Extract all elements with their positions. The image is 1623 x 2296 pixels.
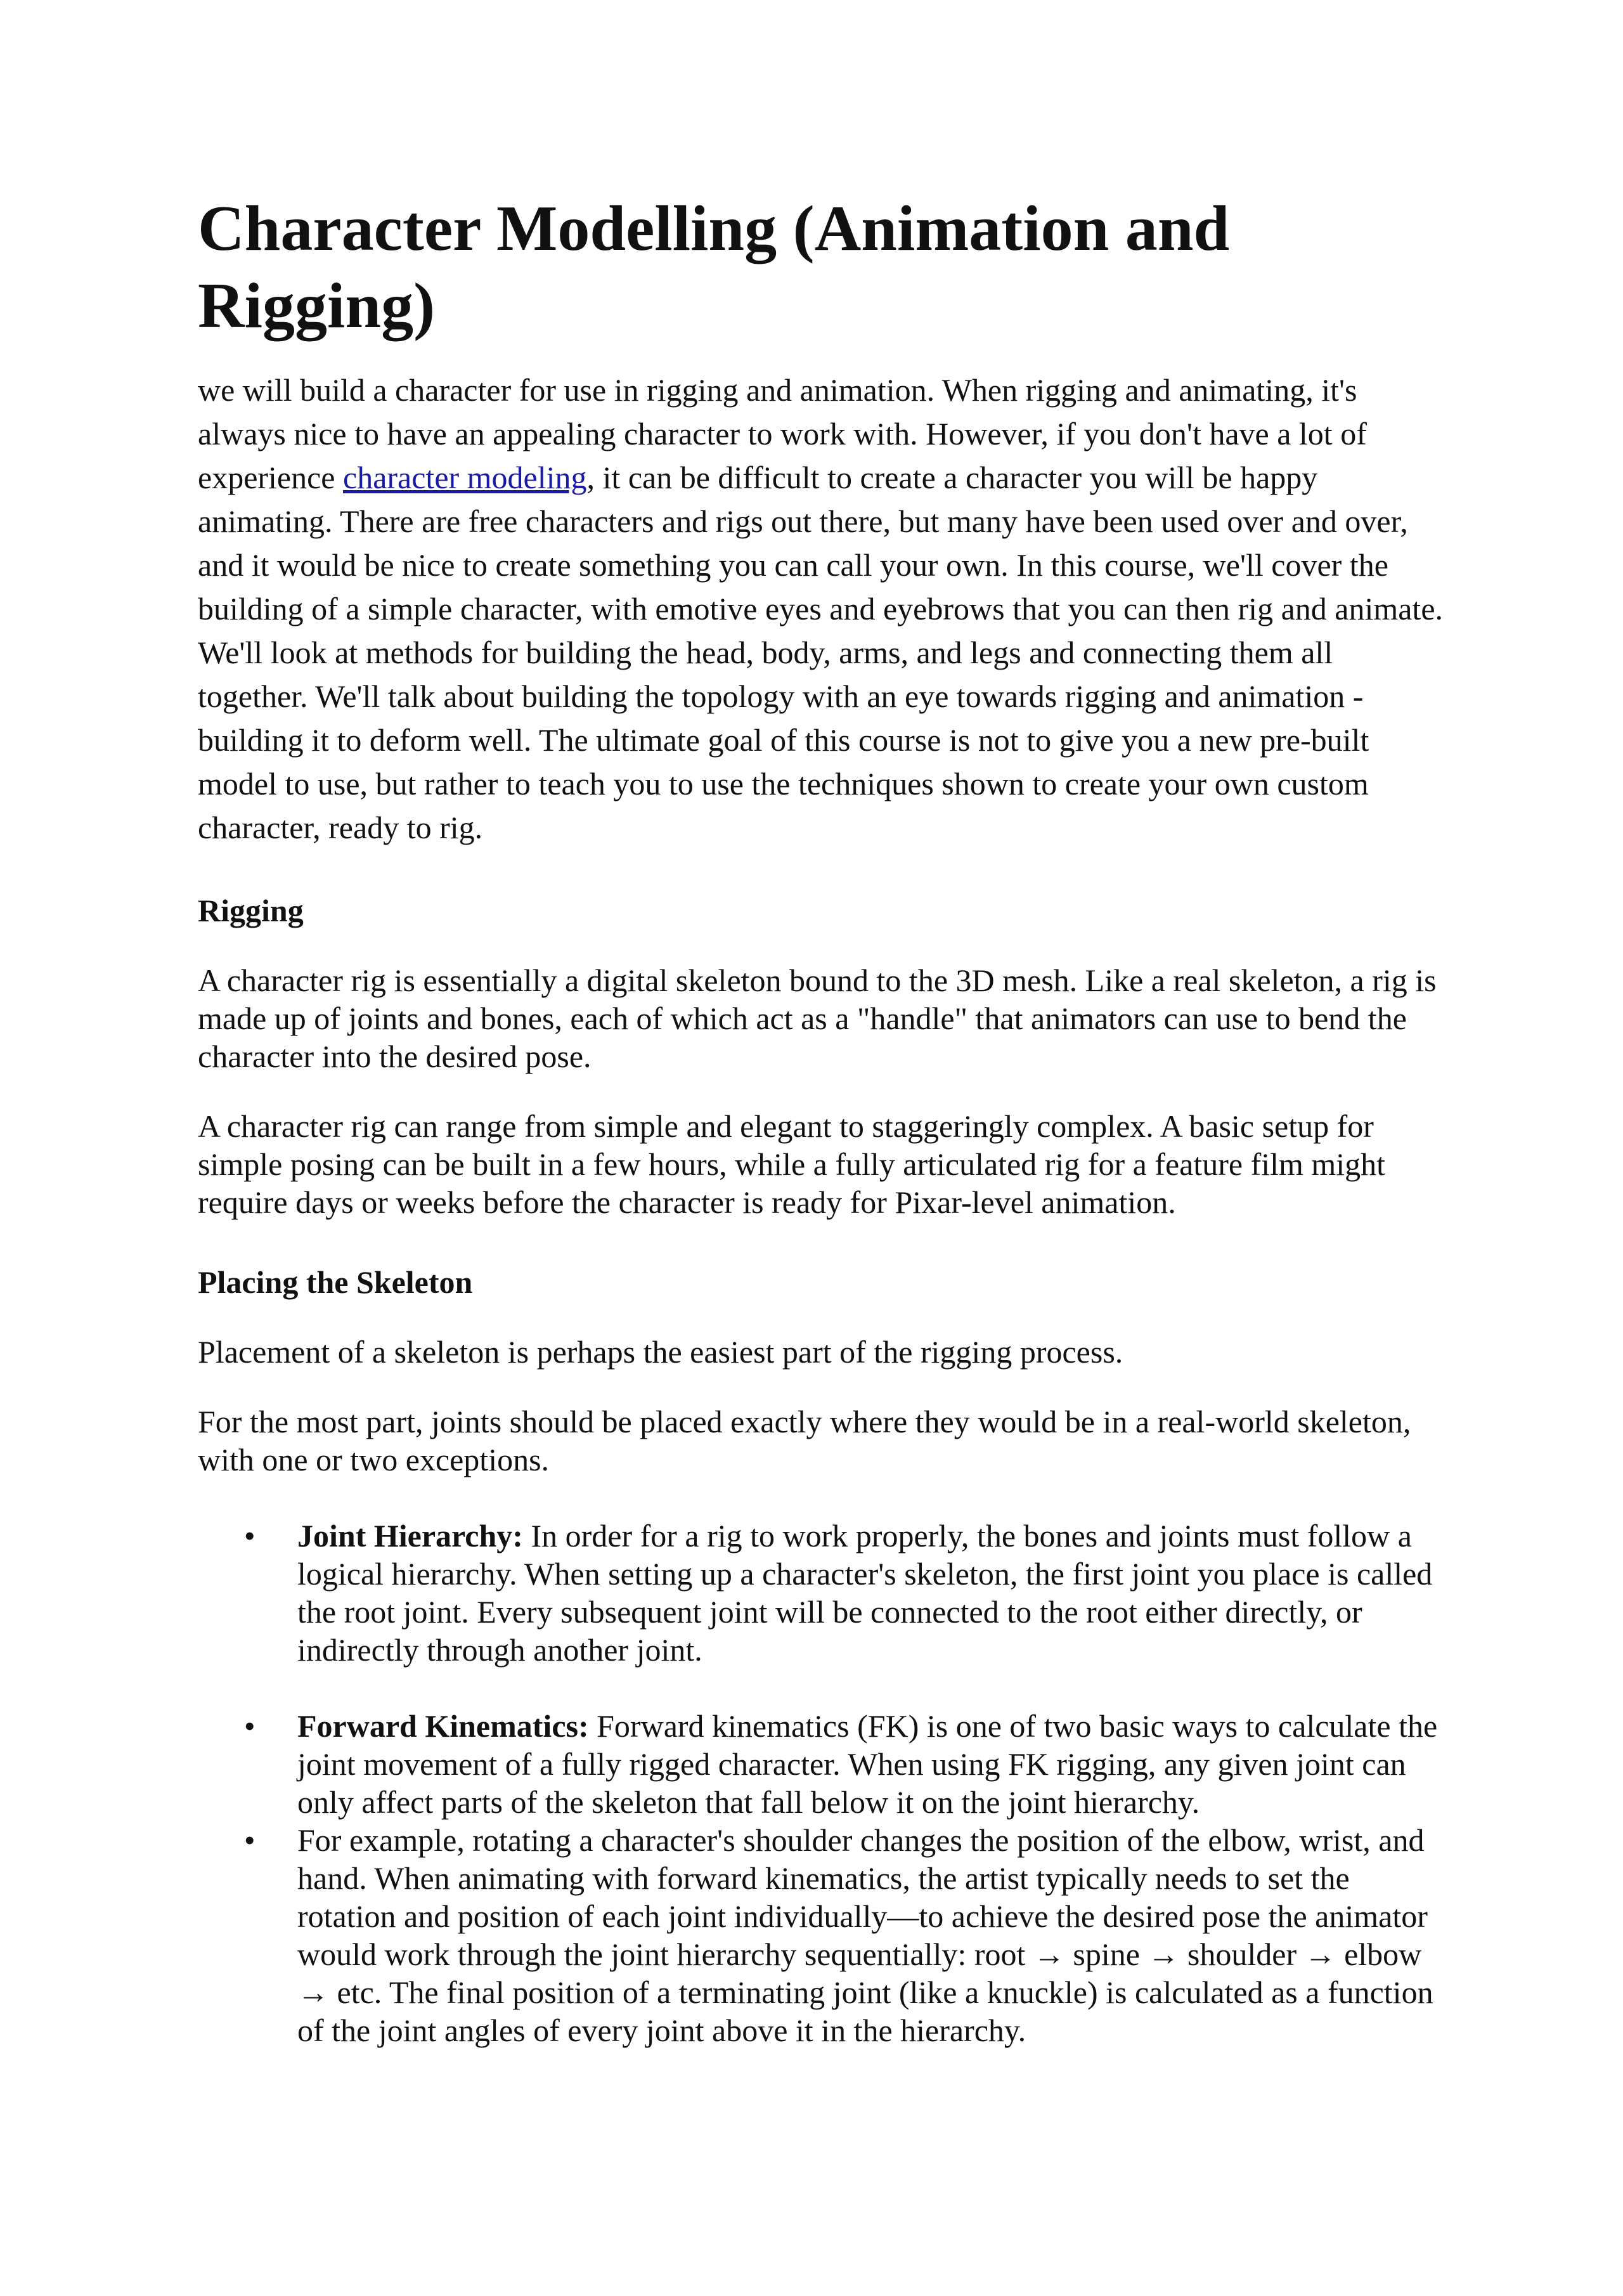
bullet-term: Joint Hierarchy: (297, 1517, 523, 1553)
rigging-heading: Rigging (198, 892, 304, 928)
list-item-example (297, 1821, 1444, 2049)
skeleton-paragraph-1: Placement of a skeleton is perhaps the easiest part of the rigging process. (198, 1333, 1123, 1370)
placing-skeleton-heading: Placing the Skeleton (198, 1264, 473, 1300)
document-page (198, 190, 1444, 2049)
skeleton-paragraph-2: For the most part, joints should be placed exactly where they would be in a real-world skeleton, with one or two exceptions. (198, 1403, 1411, 1477)
skeleton-bullet-list (198, 1517, 1444, 2049)
intro-paragraph (198, 368, 1444, 850)
bullet-text: For example, rotating a character's shoulder changes the position of the elbow, wrist, and hand. When animating with forward kinematics, the artist typically needs to set the rotation and position of each joint individually—to achieve the desired pose the animator would work through the joint hierarchy sequentially: root → spine → shoulder → elbow → etc. The final position of a terminating joint (like a knuckle) is calculated as a function of the joint angles of every joint above it in the hierarchy. (297, 1822, 1433, 2048)
list-item-joint-hierarchy (297, 1517, 1444, 1669)
rigging-paragraph-1: A character rig is essentially a digital skeleton bound to the 3D mesh. Like a real skeleton, a rig is made up of joints and bones, each of which act as a "handle" that animators can use to bend the character into the desired pose. (198, 962, 1437, 1074)
bullet-term: Forward Kinematics: (297, 1708, 589, 1744)
character-modeling-link[interactable]: character modeling (343, 459, 587, 495)
intro-text-after-link: , it can be difficult to create a character you will be happy animating. There are free characters and rigs out there, but many have been used over and over, and it would be nice to create something you can call your own. In this course, we'll cover the building of a simple character, with emotive eyes and eyebrows that you can then rig and animate. We'll look at methods for building the head, body, arms, and legs and connecting them all together. We'll talk about building the topology with an eye towards rigging and animation - building it to deform well. The ultimate goal of this course is not to give you a new pre-built model to use, but rather to teach you to use the techniques shown to create your own custom character, ready to rig. (198, 459, 1444, 845)
rigging-paragraph-2: A character rig can range from simple and elegant to staggeringly complex. A basic setup for simple posing can be built in a few hours, while a fully articulated rig for a feature film might require days or weeks before the character is ready for Pixar-level animation. (198, 1108, 1386, 1220)
page-title: Character Modelling (Animation and Rigging) (198, 193, 1230, 342)
bullet-text: In order for a rig to work properly, the bones and joints must follow a logical hierarchy. When setting up a character's skeleton, the first joint you place is called the root joint. Every subsequent joint will be connected to the root either directly, or indirectly through another joint. (297, 1517, 1433, 1668)
bullet-text: Forward kinematics (FK) is one of two basic ways to calculate the joint movement of a fully rigged character. When using FK rigging, any given joint can only affect parts of the skeleton that fall below it on the joint hierarchy. (297, 1708, 1438, 1820)
intro-text-before-link: we will build a character for use in rigging and animation. When rigging and animating, it's always nice to have an appealing character to work with. However, if you don't have a lot of experience (198, 372, 1367, 495)
list-item-forward-kinematics (297, 1707, 1444, 1821)
